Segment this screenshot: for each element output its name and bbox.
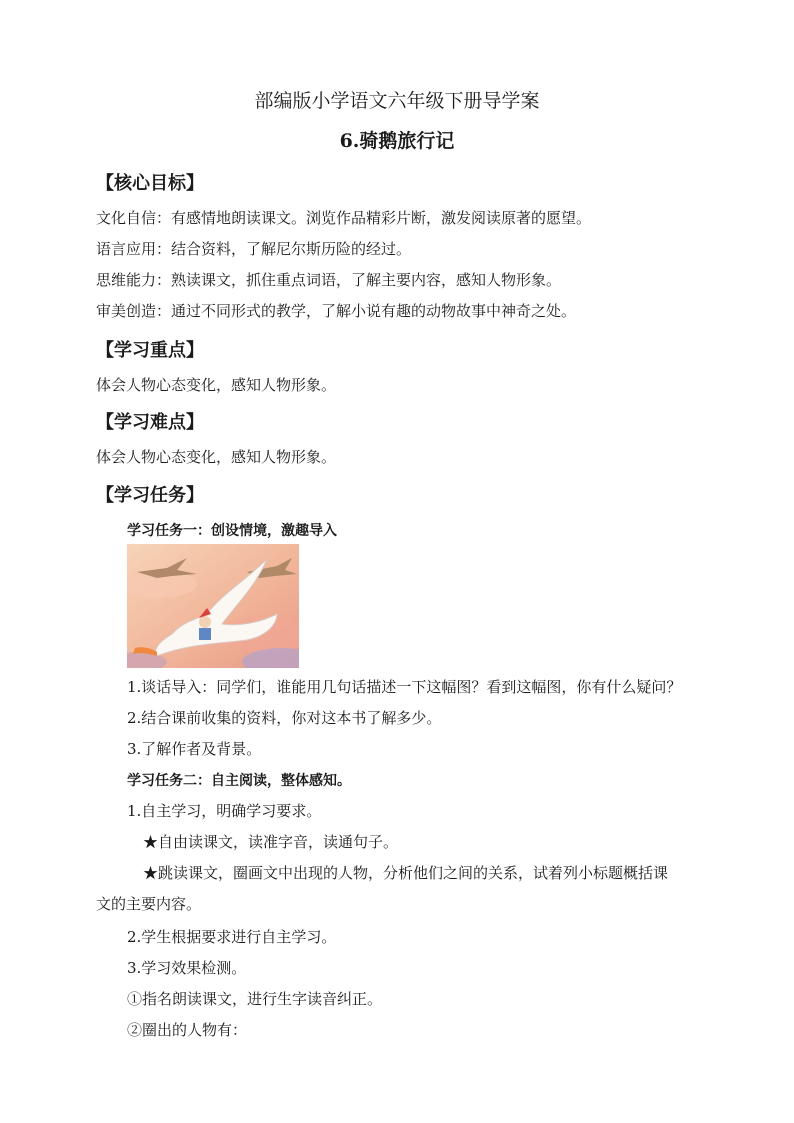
task1-item: 1.谈话导入：同学们，谁能用几句话描述一下这幅图？看到这幅图，你有什么疑问？ [127,678,682,696]
task2-req2-line2: 文的主要内容。 [96,895,202,913]
key-points-text: 体会人物心态变化，感知人物形象。 [96,376,337,394]
heading-difficulties: 【学习难点】 [96,412,204,433]
heading-key-points: 【学习重点】 [96,340,204,361]
goal-item: 审美创造：通过不同形式的教学，了解小说有趣的动物故事中神奇之处。 [96,302,577,320]
task2-check2: ②圈出的人物有： [127,1021,248,1039]
goal-item: 文化自信：有感情地朗读课文。浏览作品精彩片断，激发阅读原著的愿望。 [96,209,592,227]
swan-illustration [127,544,299,668]
goal-item: 思维能力：熟读课文，抓住重点词语，了解主要内容，感知人物形象。 [96,271,562,289]
task2-step2: 2.学生根据要求进行自主学习。 [127,928,337,946]
task2-step3: 3.学习效果检测。 [127,959,247,977]
task1-item: 3.了解作者及背景。 [127,740,262,758]
task2-title: 学习任务二：自主阅读，整体感知。 [127,773,351,789]
lesson-title: 6.骑鹅旅行记 [339,130,455,152]
heading-tasks: 【学习任务】 [96,485,204,506]
heading-core-goals: 【核心目标】 [96,173,204,194]
task1-title: 学习任务一：创设情境，激趣导入 [127,523,337,539]
swan-illustration-svg [127,544,299,668]
task2-check1: ①指名朗读课文，进行生字读音纠正。 [127,990,383,1008]
goal-item: 语言应用：结合资料，了解尼尔斯历险的经过。 [96,240,412,258]
difficulties-text: 体会人物心态变化，感知人物形象。 [96,448,337,466]
task2-step1: 1.自主学习，明确学习要求。 [127,802,322,820]
document-title: 部编版小学语文六年级下册导学案 [254,90,540,112]
task2-req2-line1: ★跳读课文，圈画文中出现的人物，分析他们之间的关系，试着列小标题概括课 [143,864,669,882]
task1-item: 2.结合课前收集的资料，你对这本书了解多少。 [127,709,442,727]
task2-req1: ★自由读课文，读准字音，读通句子。 [143,833,399,851]
